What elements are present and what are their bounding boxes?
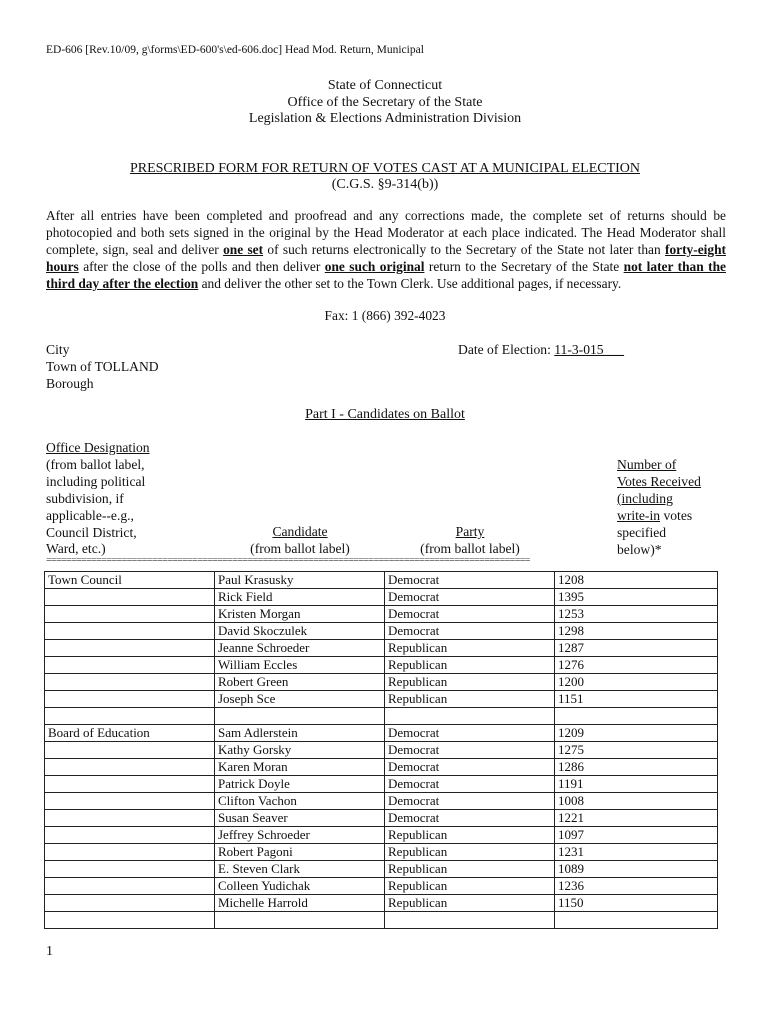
votes-cell: 1231 xyxy=(555,844,718,861)
votes-header-l4 xyxy=(617,508,701,525)
office-cell xyxy=(45,776,215,793)
votes-cell: 1287 xyxy=(555,640,718,657)
votes-cell: 1221 xyxy=(555,810,718,827)
table-row xyxy=(45,895,718,912)
party-cell: Republican xyxy=(385,878,555,895)
votes-header-l5: specified xyxy=(617,524,667,540)
table-row xyxy=(45,861,718,878)
votes-cell: 1008 xyxy=(555,793,718,810)
office-header-l4: applicable--e.g., xyxy=(46,507,134,523)
candidate-cell: Karen Moran xyxy=(215,759,385,776)
instr-part3: after the close of the polls and then deliver xyxy=(78,258,325,274)
table-row xyxy=(45,725,718,742)
table-row xyxy=(45,793,718,810)
municipality-town: Town of TOLLAND xyxy=(46,358,159,374)
municipality-block xyxy=(46,342,159,393)
office-cell xyxy=(45,827,215,844)
office-cell xyxy=(45,708,215,725)
votes-cell: 1275 xyxy=(555,742,718,759)
party-cell: Democrat xyxy=(385,793,555,810)
col-header-votes xyxy=(617,457,701,558)
header-division: Legislation & Elections Administration Division xyxy=(248,111,522,126)
party-cell: Democrat xyxy=(385,623,555,640)
table-row xyxy=(45,776,718,793)
votes-cell: 1089 xyxy=(555,861,718,878)
candidate-cell: Kristen Morgan xyxy=(215,606,385,623)
votes-cell: 1191 xyxy=(555,776,718,793)
instr-part5: and deliver the other set to the Town Clerk. Use additional pages, if necessary. xyxy=(198,275,622,291)
votes-cell: 1276 xyxy=(555,657,718,674)
office-cell xyxy=(45,810,215,827)
col-header-party xyxy=(400,524,540,558)
office-cell xyxy=(45,589,215,606)
table-row xyxy=(45,827,718,844)
instr-part1: After all entries have been completed and proofread and any corrections made, the complete set of returns should be photocopied and both sets signed in the original by the Head Moderator at each place indicated. The Head Moderator shall complete, sign, seal and deliver xyxy=(46,208,726,257)
date-of-election xyxy=(458,342,624,359)
table-row xyxy=(45,640,718,657)
form-code: ED-606 [Rev.10/09, g\forms\ED-600's\ed-606.doc] Head Mod. Return, Municipal xyxy=(46,44,424,56)
candidate-cell: Joseph Sce xyxy=(215,691,385,708)
table-row xyxy=(45,810,718,827)
candidate-cell: Jeffrey Schroeder xyxy=(215,827,385,844)
party-cell: Democrat xyxy=(385,606,555,623)
candidate-cell: Sam Adlerstein xyxy=(215,725,385,742)
office-cell: Board of Education xyxy=(45,725,215,742)
results-table-body xyxy=(45,572,718,929)
table-row xyxy=(45,878,718,895)
table-row xyxy=(45,657,718,674)
table-row xyxy=(45,691,718,708)
party-cell: Republican xyxy=(385,640,555,657)
party-cell: Republican xyxy=(385,844,555,861)
candidate-cell: Jeanne Schroeder xyxy=(215,640,385,657)
votes-cell: 1097 xyxy=(555,827,718,844)
office-cell xyxy=(45,623,215,640)
candidate-cell: Patrick Doyle xyxy=(215,776,385,793)
votes-cell: 1395 xyxy=(555,589,718,606)
votes-cell: 1286 xyxy=(555,759,718,776)
header-office: Office of the Secretary of the State xyxy=(287,95,483,110)
votes-header-l6: below)* xyxy=(617,541,662,557)
party-header-title: Party xyxy=(455,524,485,539)
municipality-city: City xyxy=(46,342,70,357)
table-row xyxy=(45,708,718,725)
party-cell: Democrat xyxy=(385,572,555,589)
party-cell: Democrat xyxy=(385,742,555,759)
votes-cell: 1253 xyxy=(555,606,718,623)
instr-bold-one-set: one set xyxy=(223,241,264,257)
party-header-sub: (from ballot label) xyxy=(420,540,520,556)
candidate-cell: Robert Green xyxy=(215,674,385,691)
candidate-cell: Robert Pagoni xyxy=(215,844,385,861)
statute-citation: (C.G.S. §9-314(b)) xyxy=(331,177,439,192)
office-header-l6: Ward, etc.) xyxy=(46,541,106,557)
office-cell xyxy=(45,640,215,657)
candidate-cell: Kathy Gorsky xyxy=(215,742,385,759)
results-table xyxy=(44,571,718,929)
office-header-l1: (from ballot label, xyxy=(46,456,145,472)
party-cell: Republican xyxy=(385,861,555,878)
party-cell: Democrat xyxy=(385,759,555,776)
col-header-office xyxy=(46,440,150,558)
votes-cell: 1236 xyxy=(555,878,718,895)
office-cell xyxy=(45,742,215,759)
candidate-cell xyxy=(215,708,385,725)
office-cell xyxy=(45,878,215,895)
office-header-title: Office Designation xyxy=(46,440,150,455)
date-value: 11-3-015___ xyxy=(554,342,624,357)
votes-cell: 1298 xyxy=(555,623,718,640)
votes-cell: 1150 xyxy=(555,895,718,912)
party-cell xyxy=(385,708,555,725)
office-cell xyxy=(45,606,215,623)
votes-cell: 1151 xyxy=(555,691,718,708)
page-number: 1 xyxy=(46,944,53,959)
instructions-paragraph xyxy=(46,208,726,293)
table-row xyxy=(45,844,718,861)
votes-header-l2: Votes Received xyxy=(617,473,701,489)
candidate-cell: Clifton Vachon xyxy=(215,793,385,810)
candidate-cell: Susan Seaver xyxy=(215,810,385,827)
party-cell: Democrat xyxy=(385,776,555,793)
office-cell xyxy=(45,895,215,912)
office-cell xyxy=(45,861,215,878)
votes-header-l1: Number of xyxy=(617,457,677,472)
table-row xyxy=(45,623,718,640)
office-cell xyxy=(45,844,215,861)
candidate-cell: David Skoczulek xyxy=(215,623,385,640)
table-row xyxy=(45,674,718,691)
party-cell: Democrat xyxy=(385,725,555,742)
office-cell xyxy=(45,793,215,810)
instr-bold-48-hours: forty-eight hours xyxy=(46,241,726,274)
office-header-l5: Council District, xyxy=(46,524,137,540)
table-row xyxy=(45,742,718,759)
party-cell: Democrat xyxy=(385,589,555,606)
candidate-cell: William Eccles xyxy=(215,657,385,674)
votes-cell xyxy=(555,708,718,725)
office-header-l3: subdivision, if xyxy=(46,490,124,506)
votes-cell: 1209 xyxy=(555,725,718,742)
candidate-header-sub: (from ballot label) xyxy=(250,540,350,556)
office-cell xyxy=(45,912,215,929)
office-cell xyxy=(45,657,215,674)
candidate-cell: Michelle Harrold xyxy=(215,895,385,912)
part-title xyxy=(0,407,770,423)
party-cell: Democrat xyxy=(385,810,555,827)
office-cell xyxy=(45,759,215,776)
votes-cell: 1208 xyxy=(555,572,718,589)
votes-header-l3: (including xyxy=(617,490,673,506)
candidate-cell: Colleen Yudichak xyxy=(215,878,385,895)
office-header-l2: including political xyxy=(46,473,146,489)
table-row xyxy=(45,572,718,589)
party-cell: Republican xyxy=(385,674,555,691)
candidate-header-title: Candidate xyxy=(272,524,328,539)
form-title xyxy=(0,161,770,177)
table-row xyxy=(45,589,718,606)
candidate-cell: E. Steven Clark xyxy=(215,861,385,878)
instr-bold-third-day: not later than the third day after the election xyxy=(46,258,726,291)
party-cell: Republican xyxy=(385,895,555,912)
col-header-candidate xyxy=(230,524,370,558)
candidate-cell: Paul Krasusky xyxy=(215,572,385,589)
votes-cell xyxy=(555,912,718,929)
municipality-borough: Borough xyxy=(46,375,94,391)
header-state: State of Connecticut xyxy=(327,78,443,93)
instr-part4: return to the Secretary of the State xyxy=(424,258,624,274)
party-cell: Republican xyxy=(385,691,555,708)
votes-cell: 1200 xyxy=(555,674,718,691)
party-cell: Republican xyxy=(385,657,555,674)
votes-header-votes: votes xyxy=(660,507,693,523)
candidate-cell: Rick Field xyxy=(215,589,385,606)
office-cell xyxy=(45,674,215,691)
date-label: Date of Election: xyxy=(458,342,551,357)
table-row xyxy=(45,759,718,776)
part-title-text: Part I - Candidates on Ballot xyxy=(305,407,465,422)
votes-header-writein: write-in xyxy=(617,507,661,523)
table-row xyxy=(45,912,718,929)
form-title-text: PRESCRIBED FORM FOR RETURN OF VOTES CAST AT A MUNICIPAL ELECTION xyxy=(129,161,641,176)
table-row xyxy=(45,606,718,623)
party-cell: Republican xyxy=(385,827,555,844)
party-cell xyxy=(385,912,555,929)
instr-part2: of such returns electronically to the Secretary of the State not later than xyxy=(263,241,665,257)
header-separator: ================================================================================================ xyxy=(46,556,530,566)
instr-bold-one-original: one such original xyxy=(324,258,425,274)
office-cell xyxy=(45,691,215,708)
candidate-cell xyxy=(215,912,385,929)
fax-number: Fax: 1 (866) 392-4023 xyxy=(324,308,446,323)
office-cell: Town Council xyxy=(45,572,215,589)
